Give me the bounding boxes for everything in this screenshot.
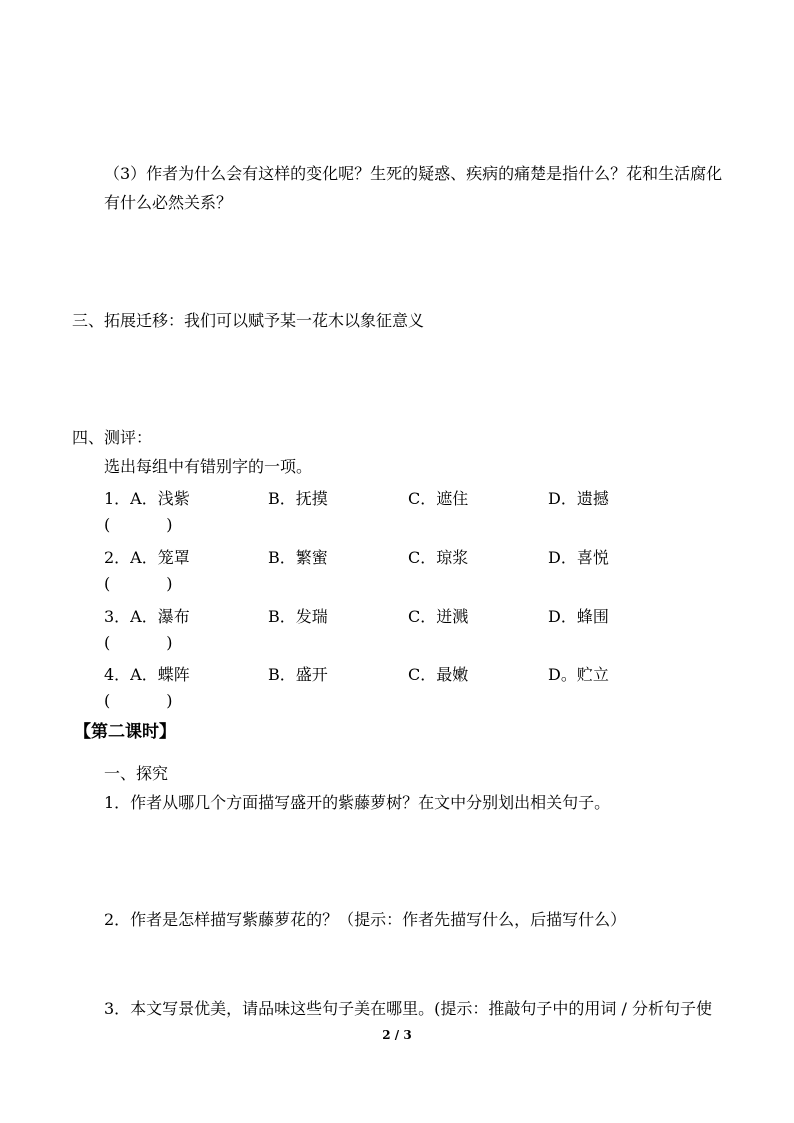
option-d: D．喜悦 [548, 548, 609, 567]
option-a: 2．A．笼罩 [104, 548, 190, 567]
section-3-heading: 三、拓展迁移：我们可以赋予某一花木以象征意义 [72, 311, 425, 330]
option-b: B．抚摸 [268, 489, 328, 508]
answer-blank: ( ) [104, 574, 173, 593]
section-4-instruction: 选出每组中有错别字的一项。 [104, 457, 313, 476]
test-item-3 [104, 604, 624, 624]
option-a: 1．A．浅紫 [104, 489, 190, 508]
answer-blank: ( ) [104, 691, 173, 710]
option-b: B．发瑞 [268, 607, 328, 626]
section-4-heading: 四、测评： [72, 428, 153, 447]
page-number: 2 / 3 [382, 1028, 412, 1042]
option-d: D．蜂围 [548, 607, 609, 626]
option-d: D。贮立 [548, 665, 609, 684]
question-3-line-2: 有什么必然关系？ [104, 193, 233, 212]
option-c: C．最嫩 [408, 665, 469, 684]
option-b: B．繁蜜 [268, 548, 328, 567]
option-a: 3．A．瀑布 [104, 607, 190, 626]
lesson-2-question-3: 3．本文写景优美，请品味这些句子美在哪里。(提示：推敲句子中的用词 / 分析句子使 [104, 999, 712, 1018]
test-item-1 [104, 486, 624, 506]
question-3-line-1: （3）作者为什么会有这样的变化呢？生死的疑惑、疾病的痛楚是指什么？花和生活腐化 [104, 164, 723, 183]
option-b: B．盛开 [268, 665, 328, 684]
option-c: C．遮住 [408, 489, 469, 508]
lesson-2-question-1: 1．作者从哪几个方面描写盛开的紫藤萝树？在文中分别划出相关句子。 [104, 793, 611, 812]
option-d: D．遗撼 [548, 489, 609, 508]
option-a: 4．A．蝶阵 [104, 665, 190, 684]
option-c: C．迸溅 [408, 607, 469, 626]
lesson-2-subheading: 一、探究 [104, 764, 169, 783]
option-c: C．琼浆 [408, 548, 469, 567]
answer-blank: ( ) [104, 515, 173, 534]
test-item-4 [104, 662, 624, 682]
lesson-2-title: 【第二课时】 [74, 722, 176, 742]
answer-blank: ( ) [104, 633, 173, 652]
lesson-2-question-2: 2．作者是怎样描写紫藤萝花的？（提示：作者先描写什么，后描写什么） [104, 910, 627, 929]
test-item-2 [104, 545, 624, 565]
